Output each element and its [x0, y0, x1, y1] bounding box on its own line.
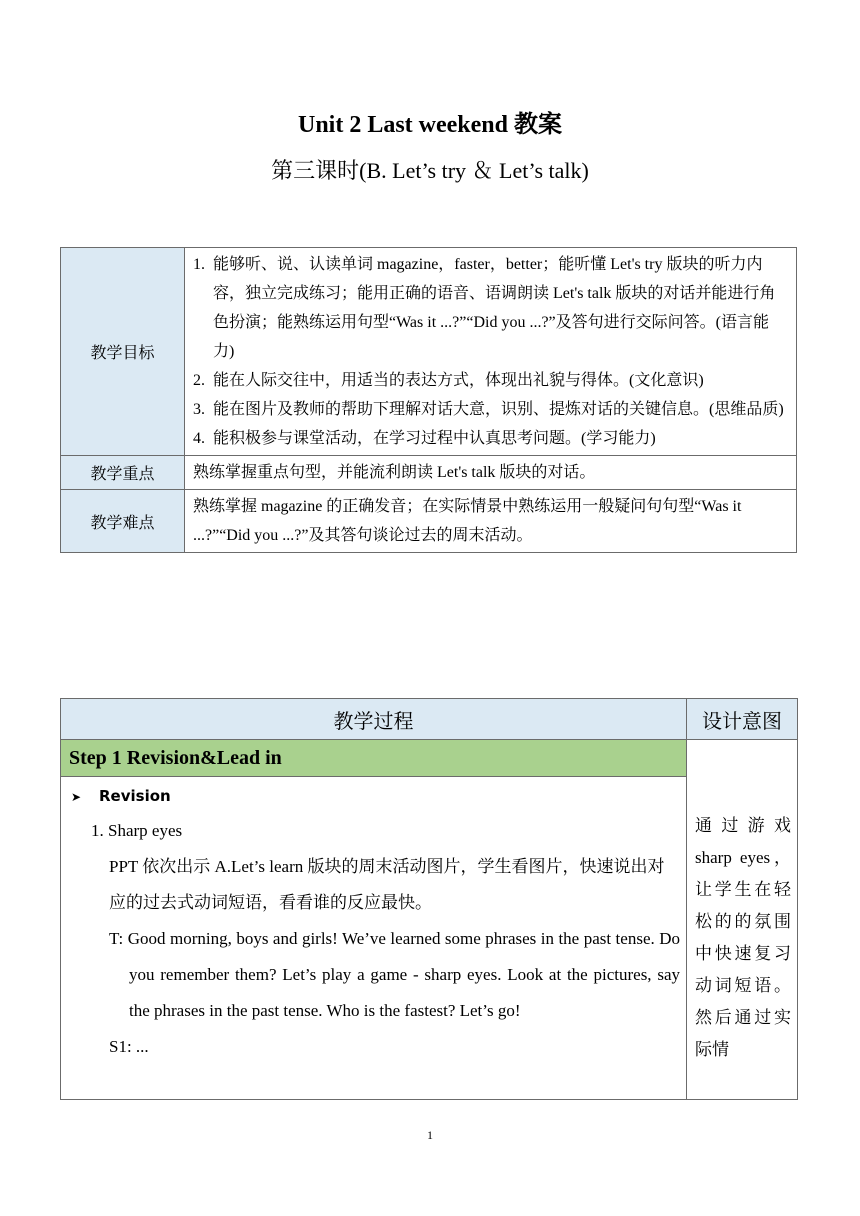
student-line: S1: ... — [109, 1037, 149, 1056]
difficulties-row — [61, 490, 797, 553]
objective-item — [193, 250, 790, 366]
revision-label: Revision — [99, 787, 171, 805]
objective-text: 能积极参与课堂活动，在学习过程中认真思考问题。(学习能力) — [213, 430, 656, 447]
page-number: 1 — [427, 1128, 433, 1142]
objective-item — [193, 395, 790, 424]
revision-heading — [71, 787, 686, 813]
objectives-row — [61, 248, 797, 456]
difficulties-text: 熟练掌握 magazine 的正确发音；在实际情景中熟练运用一般疑问句句型“Was it ...?”“Did you ...?”及其答句谈论过去的周末活动。 — [185, 490, 797, 553]
objective-number: 2. — [193, 372, 205, 389]
objective-text: 能在图片及教师的帮助下理解对话大意，识别、提炼对话的关键信息。(思维品质) — [213, 401, 784, 418]
teacher-line: T: Good morning, boys and girls! We’ve learned some phrases in the past tense. Do you remember them? Let’s play a game - sharp eyes. Look at the pictures, say the phrases in the past tense. Who is the fastest? Let’s go! — [109, 929, 680, 1020]
document-title: Unit 2 Last weekend 教案 — [297, 112, 562, 138]
objective-number: 1. — [193, 256, 205, 273]
document-subtitle: 第三课时(B. Let’s try ＆ Let’s talk) — [271, 158, 589, 183]
activity-title: 1. Sharp eyes — [91, 821, 183, 840]
teaching-goals-table — [60, 247, 797, 553]
process-header: 教学过程 — [61, 699, 687, 740]
objective-text: 能在人际交往中，用适当的表达方式，体现出礼貌与得体。(文化意识) — [213, 372, 704, 389]
arrow-bullet-icon: ➤ — [71, 790, 82, 804]
intent-header: 设计意图 — [687, 699, 798, 740]
objectives-cell — [185, 248, 797, 456]
key-points-text: 熟练掌握重点句型，并能流利朗读 Let's talk 版块的对话。 — [185, 456, 797, 490]
key-points-label: 教学重点 — [61, 456, 185, 490]
difficulties-label: 教学难点 — [61, 490, 185, 553]
step-row — [61, 740, 798, 777]
objective-number: 3. — [193, 401, 205, 418]
objective-number: 4. — [193, 430, 205, 447]
activity-instruction: PPT 依次出示 A.Let’s learn 版块的周末活动图片，学生看图片，快速说出对应的过去式动词短语，看看谁的反应最快。 — [109, 857, 665, 912]
key-points-row — [61, 456, 797, 490]
step-content — [61, 777, 687, 1100]
teaching-process-table — [60, 698, 798, 1100]
objectives-label: 教学目标 — [61, 248, 185, 456]
objective-item — [193, 424, 790, 453]
process-header-row — [61, 699, 798, 740]
step-title: Step 1 Revision&Lead in — [61, 740, 687, 777]
objective-item — [193, 366, 790, 395]
design-intent-text: 通过游戏 sharp eyes，让学生在轻松的的氛围中快速复习动词短语。然后通过实际情 — [687, 740, 798, 1100]
objective-text: 能够听、说、认读单词 magazine，faster，better；能听懂 Let's try 版块的听力内容，独立完成练习；能用正确的语音、语调朗读 Let's talk 版块的对话并能进行角色扮演；能熟练运用句型“Was it ...?”“Did you ...?”及答句进行交际问答。(语言能力) — [213, 256, 776, 360]
